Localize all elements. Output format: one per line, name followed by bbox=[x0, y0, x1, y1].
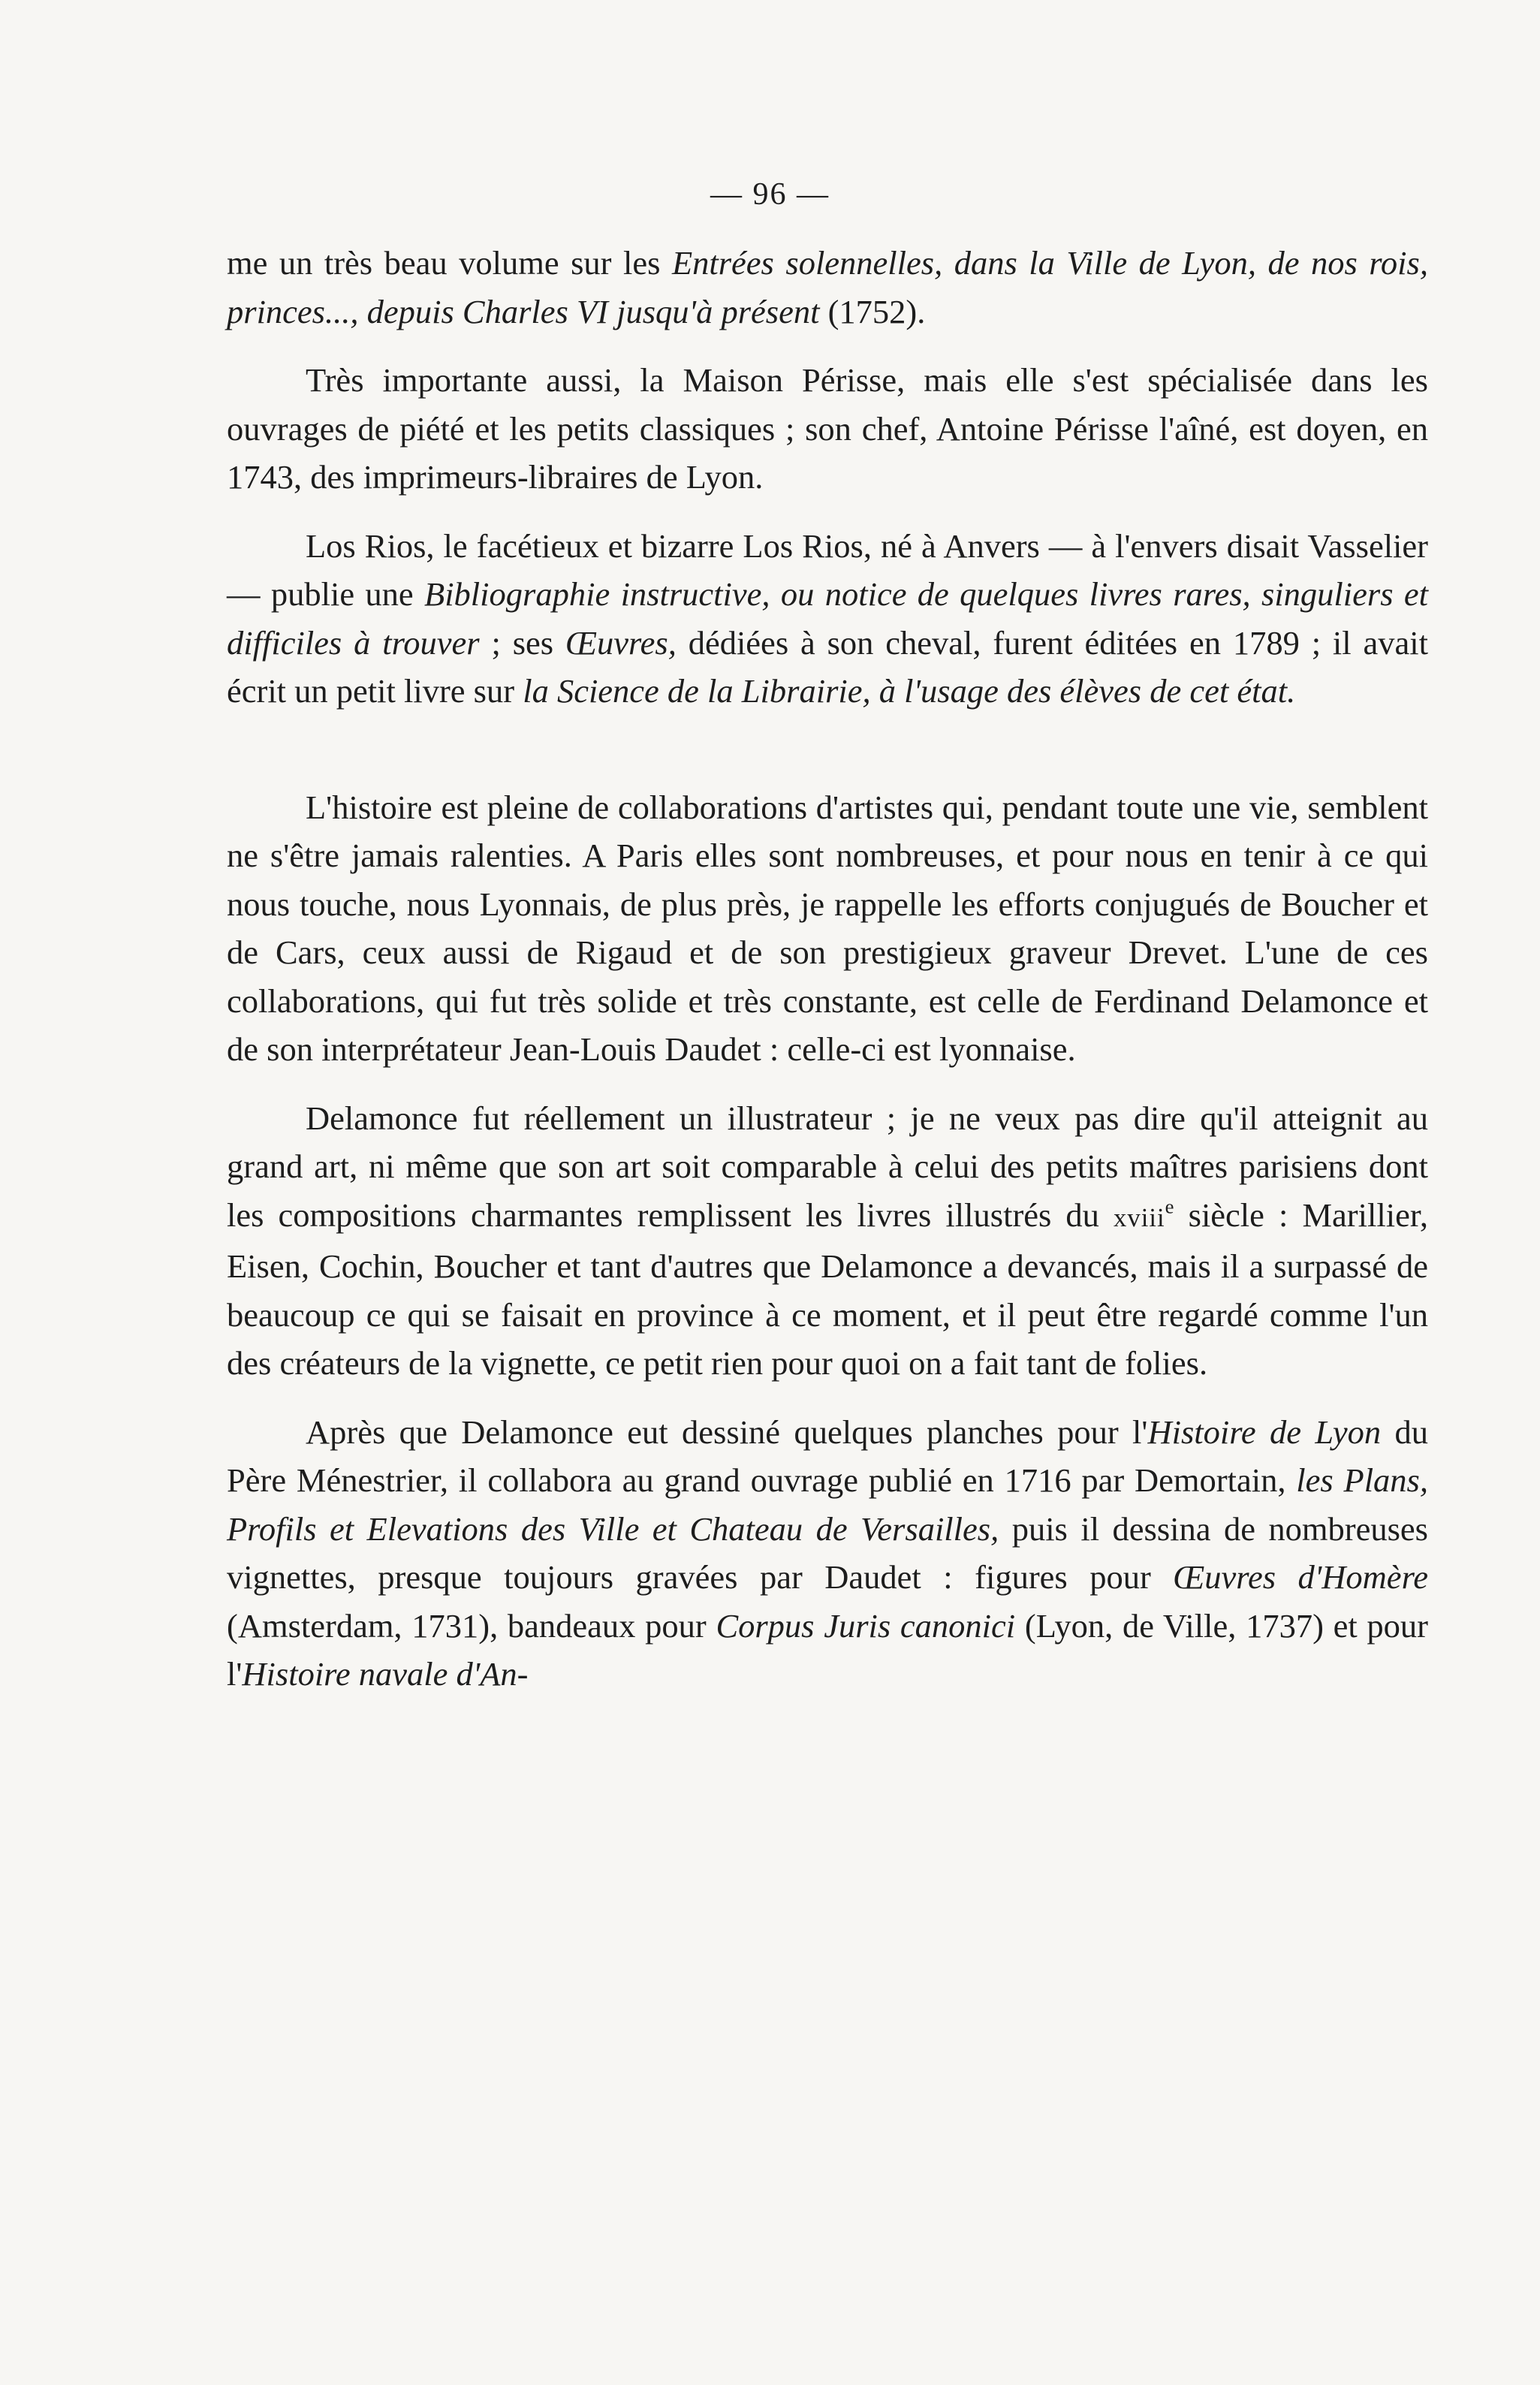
p6-text-2: du Père Ménestrier, il collabora au grand ouvrage publié en 1716 par Demortain, bbox=[227, 1413, 1428, 1499]
paragraph-1 bbox=[227, 239, 1428, 336]
p3-text-3: dédiées à son cheval, furent éditées en 1789 ; il avait écrit un petit livre sur bbox=[227, 623, 1428, 710]
p1-title: Entrées solennelles, dans la Ville de Lyon, de nos rois, princes..., depuis Charles VI jusqu'à présent bbox=[227, 244, 1428, 330]
p5-superscript: e bbox=[1165, 1195, 1174, 1218]
p3-title-2: Œuvres, bbox=[565, 623, 677, 662]
page-number: — 96 — bbox=[710, 177, 830, 212]
paragraph-3 bbox=[227, 522, 1428, 716]
p1-text-end: (1752). bbox=[819, 292, 926, 330]
p2-text: Très importante aussi, la Maison Périsse, mais elle s'est spécialisée dans les ouvrages de piété et les petits classiques ; son chef, Antoine Périsse l'aîné, est doyen, en 1743, des imprimeurs-libraires de Lyon. bbox=[227, 361, 1428, 496]
p3-title-3: la Science de la Librairie, à l'usage des élèves de cet état. bbox=[523, 672, 1296, 710]
p3-text-2: ; ses bbox=[479, 623, 565, 662]
p5-century: xviii bbox=[1114, 1202, 1165, 1232]
p6-title-4: Corpus Juris canonici bbox=[716, 1606, 1016, 1645]
p6-title-2: les Plans, Profils et Elevations des Ville et Chateau de Versailles, bbox=[227, 1461, 1428, 1548]
p3-text: Los Rios, le facétieux et bizarre Los Rios, né à Anvers — à l'envers disait Vasselier — publie une bbox=[227, 526, 1428, 613]
body-text bbox=[227, 239, 1428, 1699]
p6-text-3: puis il dessina de nombreuses vignettes, presque toujours gravées par Daudet : figures pour bbox=[227, 1509, 1428, 1596]
p3-title: Bibliographie instructive, ou notice de quelques livres rares, singuliers et difficiles à trouver bbox=[227, 575, 1428, 662]
p6-title-3: Œuvres d'Homère bbox=[1173, 1558, 1428, 1596]
p6-text-4: (Amsterdam, 1731), bandeaux pour bbox=[227, 1606, 716, 1645]
p6-title: Histoire de Lyon bbox=[1147, 1413, 1382, 1451]
p6-text: Après que Delamonce eut dessiné quelques planches pour l' bbox=[306, 1413, 1148, 1451]
p4-text: L'histoire est pleine de collaborations d'artistes qui, pendant toute une vie, semblent ne s'être jamais ralenties. A Paris elles sont nombreuses, et pour nous en tenir à ce qui nous touche, nous Lyonnais, de plus près, je rappelle les efforts conjugués de Boucher et de Cars, ceux aussi de Rigaud et de son prestigieux graveur Drevet. L'une de ces collaborations, qui fut très solide et très constante, est celle de Ferdinand Delamonce et de son interprétateur Jean-Louis Daudet : celle-ci est lyonnaise. bbox=[227, 788, 1428, 1068]
p6-text-5: (Lyon, de Ville, 1737) et pour l' bbox=[227, 1606, 1429, 1693]
paragraph-4 bbox=[227, 783, 1428, 1074]
p1-text: me un très beau volume sur les bbox=[227, 244, 672, 282]
paragraph-6 bbox=[227, 1408, 1428, 1699]
p6-title-5: Histoire navale d'An- bbox=[242, 1655, 529, 1693]
p5-text: Delamonce fut réellement un illustrateur ; je ne veux pas dire qu'il atteignit au grand art, ni même que son art soit comparable à celui des petits maîtres parisiens dont les compositions charmantes remplissent les livres illustrés du bbox=[227, 1099, 1428, 1234]
paragraph-5 bbox=[227, 1094, 1428, 1388]
p5-text-2: siècle : Marillier, Eisen, Cochin, Boucher et tant d'autres que Delamonce a devancés, mais il a surpassé de beaucoup ce qui se faisait en province à ce moment, et il peut être regardé comme l'un des créateurs de la vignette, ce petit rien pour quoi on a fait tant de folies. bbox=[227, 1196, 1428, 1382]
paragraph-2 bbox=[227, 356, 1428, 502]
